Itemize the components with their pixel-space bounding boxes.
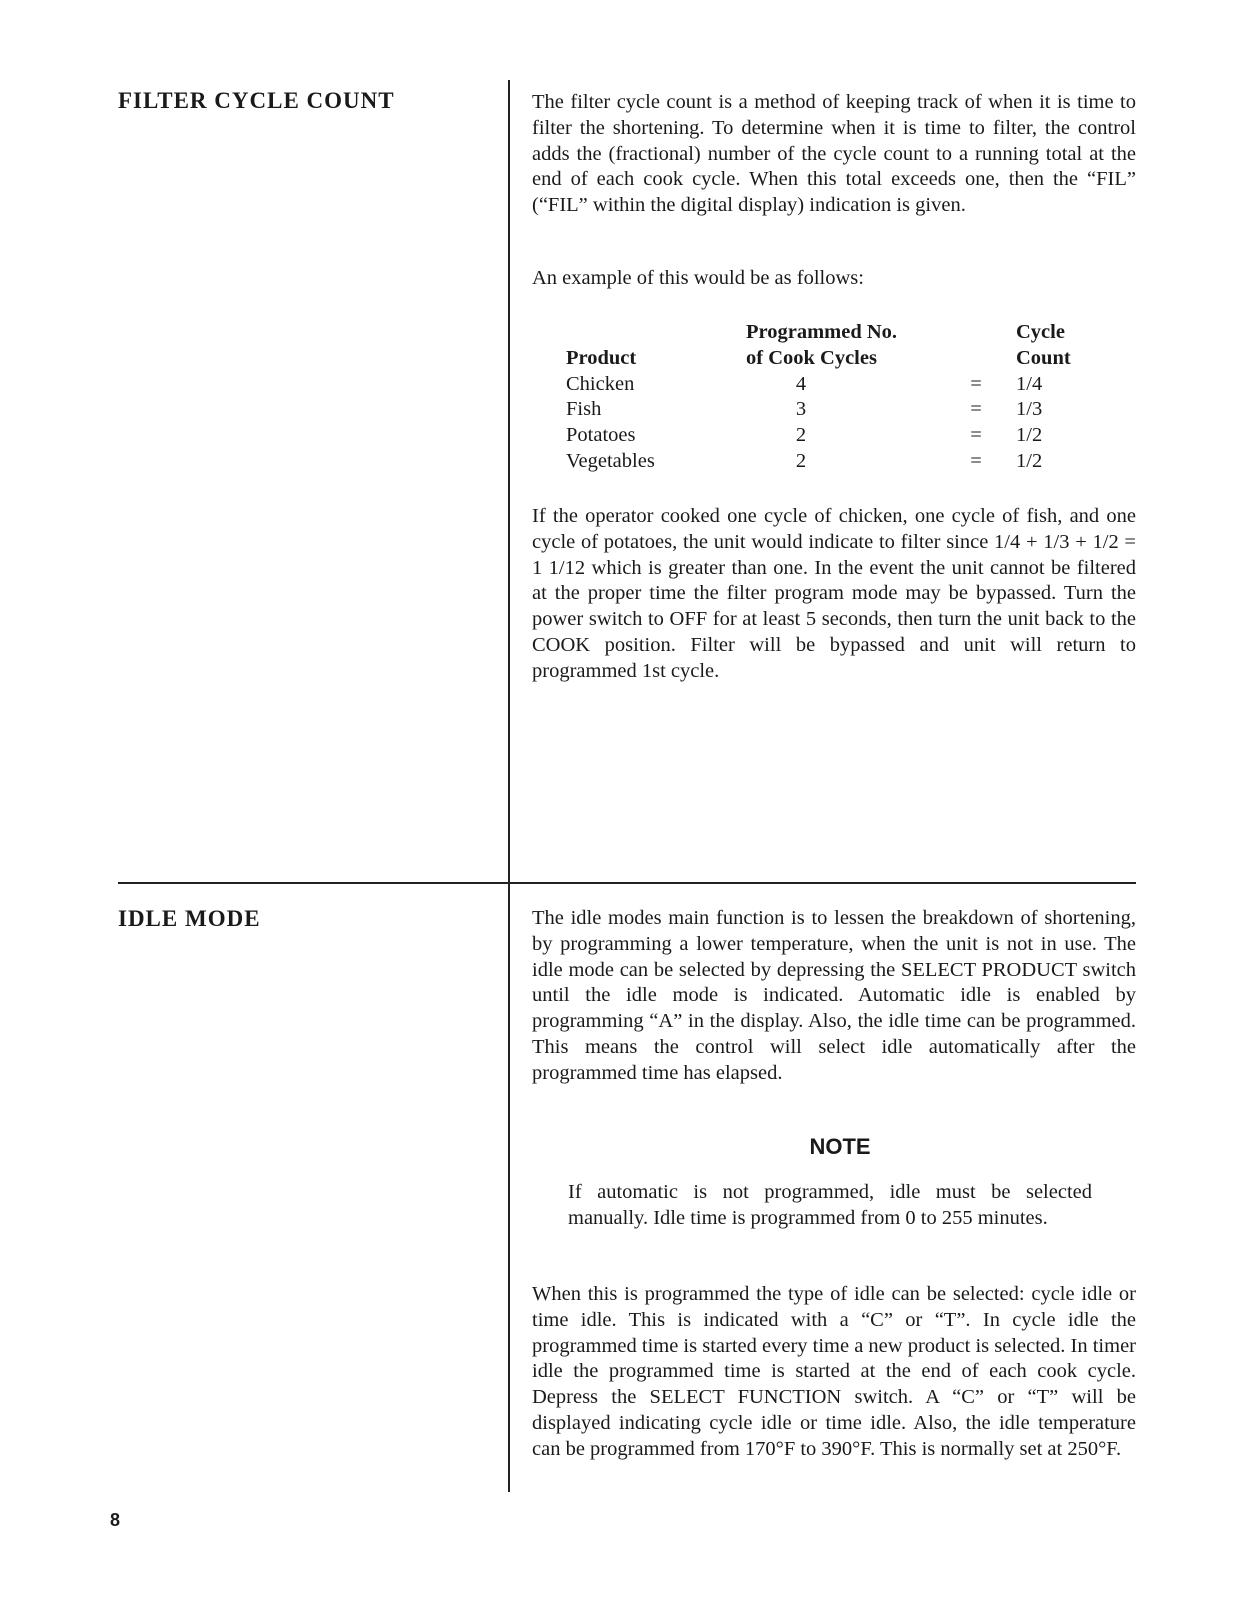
page-number: 8: [110, 1510, 121, 1530]
idle-paragraph-1: The idle modes main function is to lessen the breakdown of shortening, by programming a lower temperature, when the unit is not in use. The idle mode can be selected by depressing the SELECT PRODUCT switch until the idle mode is indicated. Automatic idle is enabled by programming “A” in the display. Also, the idle time can be programmed. This means the control will select idle automatically after the programmed time has elapsed.: [532, 907, 1136, 1084]
filter-paragraph-2: An example of this would be as follows:: [532, 267, 864, 289]
table-row: [566, 397, 1116, 423]
table-header-row-1: [566, 320, 1116, 346]
header-cycle-line1: Cycle: [1016, 321, 1065, 343]
header-programmed-line1: Programmed No.: [746, 321, 898, 343]
row-count: 1/2: [1016, 449, 1043, 472]
filter-example-intro: [532, 266, 1136, 292]
row-count: 1/2: [1016, 424, 1043, 447]
row-cycles: 3: [795, 398, 807, 421]
idle-mode-heading: IDLE MODE: [118, 906, 261, 931]
row-equals: =: [970, 398, 982, 421]
row-product: Fish: [566, 398, 602, 421]
row-count: 1/3: [1016, 398, 1043, 421]
row-cycles: 2: [795, 424, 807, 447]
table-header-row-2: [566, 346, 1116, 372]
idle-paragraph-2: When this is programmed the type of idle can be selected: cycle idle or time idle. This is indicated with a “C” or “T”. In cycle idle the programmed time is started every time a new product is selected. In timer idle the programmed time is started at the end of each cook cycle. Depress the SELECT FUNCTION switch. A “C” or “T” will be displayed indicating cycle idle or time idle. Also, the idle temperature can be programmed from 170°F to 390°F. This is normally set at 250°F.: [532, 1283, 1136, 1460]
section-divider: [118, 882, 1136, 884]
row-product: Vegetables: [566, 449, 655, 472]
header-product: Product: [566, 346, 637, 369]
row-count: 1/4: [1016, 372, 1043, 395]
row-equals: =: [970, 449, 982, 472]
idle-intro: [532, 906, 1136, 1087]
row-cycles: 2: [795, 449, 807, 472]
table-row: [566, 372, 1116, 398]
cycle-count-table: [566, 320, 1116, 475]
note-body: If automatic is not programmed, idle must be selected manually. Idle time is programmed from 0 to 255 minutes.: [568, 1181, 1092, 1229]
filter-intro-paragraph: [532, 90, 1136, 219]
row-product: Potatoes: [566, 424, 636, 447]
table-row: [566, 423, 1116, 449]
idle-details: [532, 1282, 1136, 1463]
filter-paragraph-3: If the operator cooked one cycle of chicken, one cycle of fish, and one cycle of potatoes, the unit would indicate to filter since 1/4 + 1/3 + 1/2 = 1 1/12 which is greater than one. In the event the unit cannot be filtered at the proper time the filter program mode may be bypassed. Turn the power switch to OFF for at least 5 seconds, then turn the unit back to the COOK position. Filter will be bypassed and unit will return to programmed 1st cycle.: [532, 505, 1136, 682]
row-equals: =: [970, 372, 982, 395]
filter-cycle-count-heading: FILTER CYCLE COUNT: [118, 88, 395, 113]
filter-explanation: [532, 504, 1136, 685]
row-cycles: 4: [795, 372, 807, 395]
row-product: Chicken: [566, 372, 635, 395]
header-programmed-line2: of Cook Cycles: [746, 346, 877, 369]
row-equals: =: [970, 424, 982, 447]
header-cycle-line2: Count: [1016, 346, 1071, 369]
filter-paragraph-1: The filter cycle count is a method of keeping track of when it is time to filter the shortening. To determine when it is time to filter, the control adds the (fractional) number of the cycle count to a running total at the end of each cook cycle. When this total exceeds one, then the “FIL” (“FIL” within the digital display) indication is given.: [532, 91, 1136, 217]
table-row: [566, 449, 1116, 475]
column-divider: [508, 80, 510, 1492]
note-title: NOTE: [809, 1134, 871, 1159]
